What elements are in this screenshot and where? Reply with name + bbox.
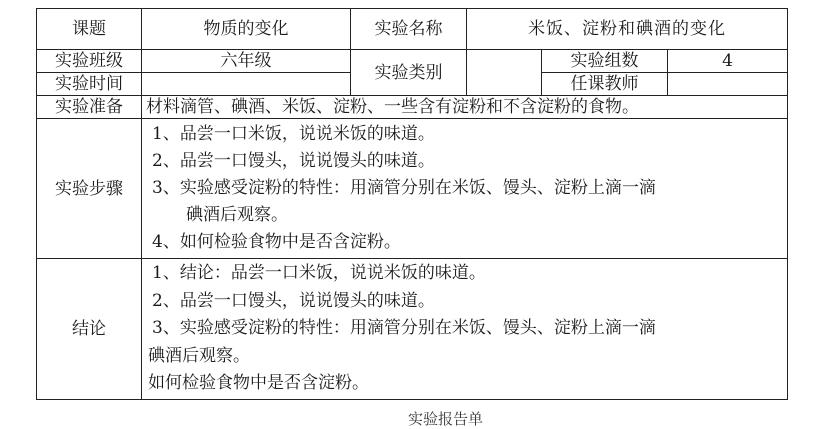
experiment-name-value: 米饭、淀粉和碘酒的变化 [467,9,788,50]
row-topic [37,9,788,50]
teacher-value [668,73,788,96]
steps-body [142,119,788,259]
step-line: 2、品尝一口馒头，说说馒头的味道。 [152,151,435,171]
row-conclusion [37,259,788,400]
topic-value: 物质的变化 [142,9,351,50]
conclusion-line: 3、实验感受淀粉的特性：用滴管分别在米饭、馒头、淀粉上滴一滴 [152,318,656,338]
step-line: 4、如何检验食物中是否含淀粉。 [152,232,401,252]
conclusion-line: 碘酒后观察。 [148,345,250,366]
class-label: 实验班级 [37,50,142,73]
teacher-label: 任课教师 [542,73,668,96]
row-prep [37,96,788,119]
time-label: 实验时间 [37,73,142,96]
steps-label: 实验步骤 [37,119,142,259]
experiment-report-form [36,8,787,400]
prep-label: 实验准备 [37,96,142,119]
conclusion-line: 1、结论：品尝一口米饭，说说米饭的味道。 [152,263,486,283]
experiment-name-label: 实验名称 [351,9,467,50]
class-value: 六年级 [142,50,351,73]
topic-label: 课题 [37,9,142,50]
groups-value: 4 [668,50,788,73]
conclusion-body [142,259,788,400]
time-value [142,73,351,96]
footer-caption: 实验报告单 [408,410,484,428]
step-line: 碘酒后观察。 [186,205,288,225]
report-table [36,8,788,400]
row-steps [37,119,788,259]
type-label: 实验类别 [351,50,467,96]
groups-label: 实验组数 [542,50,668,73]
prep-value: 材料滴管、碘酒、米饭、淀粉、一些含有淀粉和不含淀粉的食物。 [142,96,788,119]
step-line: 3、实验感受淀粉的特性：用滴管分别在米饭、馒头、淀粉上滴一滴 [152,178,656,198]
type-value [467,50,542,96]
conclusion-line: 2、品尝一口馒头，说说馒头的味道。 [152,290,435,311]
row-class [37,50,788,73]
conclusion-label: 结论 [37,259,142,400]
conclusion-line: 如何检验食物中是否含淀粉。 [148,373,369,393]
step-line: 1、品尝一口米饭，说说米饭的味道。 [152,124,435,144]
